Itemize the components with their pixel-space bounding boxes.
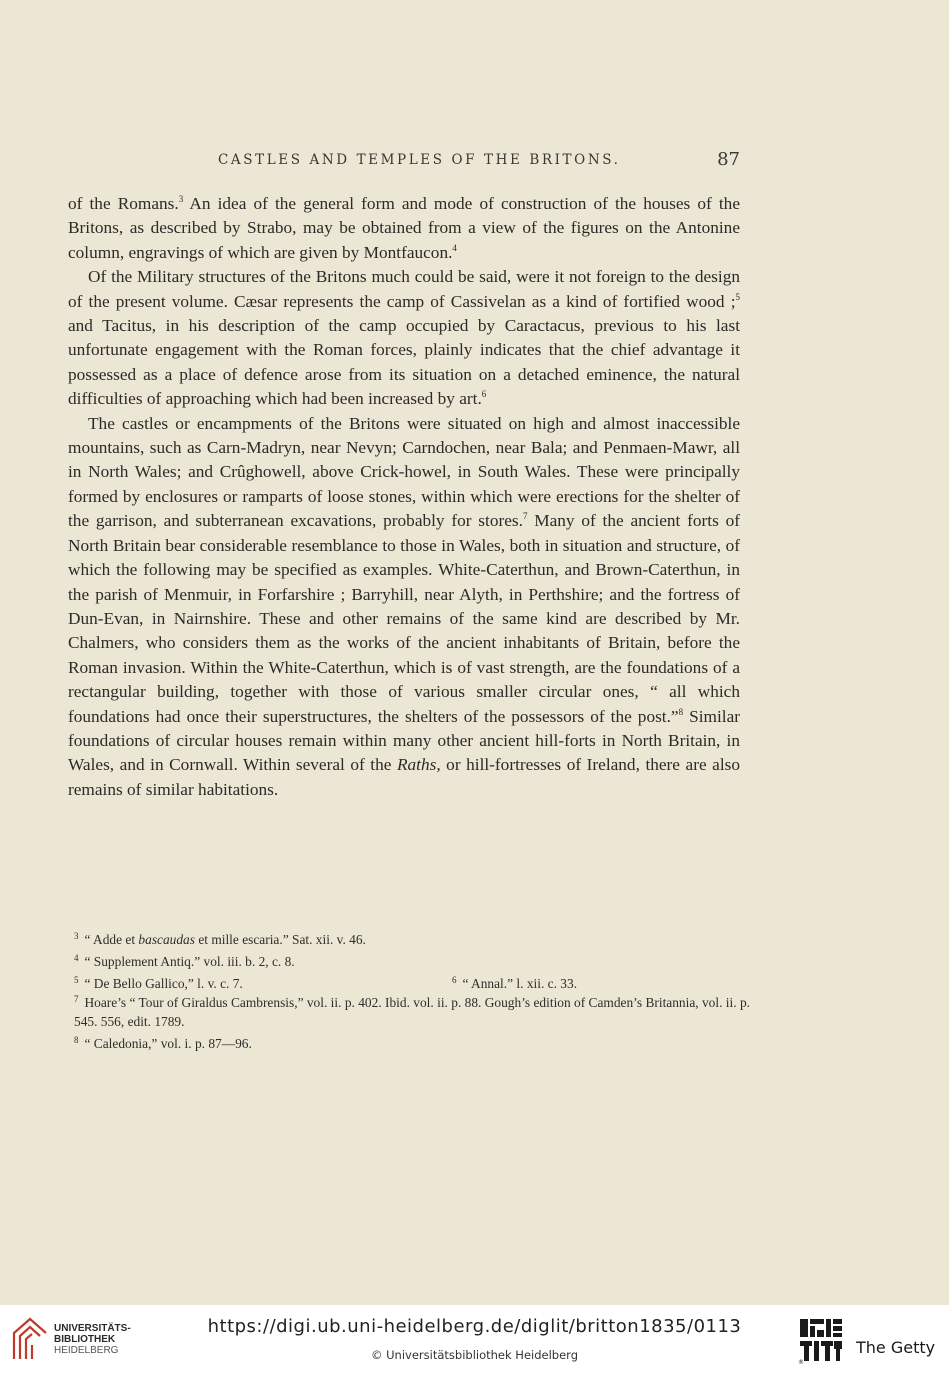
footnote-ref-7[interactable]: 7 bbox=[522, 511, 528, 522]
getty-logo-icon[interactable] bbox=[798, 1317, 844, 1369]
footnote-ref-3[interactable]: 3 bbox=[178, 194, 184, 204]
copyright-notice: © Universitätsbibliothek Heidelberg bbox=[370, 1348, 578, 1362]
university-library-name: UNIVERSITÄTS- BIBLIOTHEK HEIDELBERG bbox=[54, 1323, 131, 1356]
page-number: 87 bbox=[717, 149, 740, 170]
footnote-ref-6[interactable]: 6 bbox=[481, 389, 487, 400]
footnote-6: $^6$ “ Annal.” l. xii. c. 33. bbox=[452, 975, 578, 991]
raths-italic: Raths, bbox=[396, 755, 441, 775]
page-header bbox=[68, 149, 740, 174]
footnotes bbox=[74, 927, 750, 1053]
footnote-row-5-6 bbox=[74, 971, 750, 990]
svg-text:®: ® bbox=[798, 1359, 804, 1365]
paragraph-3: The castles or encampments of the Britons were situated on high and almost inaccessible mountains, such as Carn-Madryn, near Nevyn; Carndochen, near Bala; and Penmaen-Mawr, all in North Wales; and Crûghowell, above Crick-howel, in South Wales. These were principally formed by enclosures or ramparts of loose stones, within which were erections for the shelter of the garrison, and subterranean excavations, probably for stores.$^7$ Many of the ancient forts of North Britain bear considerable resemblance to those in Wales, both in situation and structure, of which the following may be specified as examples. White-Caterthun, and Brown-Caterthun, in the parish of Menmuir, in Forfarshire ; Barryhill, near Alyth, in Perthshire; and the fortress of Dun-Evan, in Nairnshire. These and other remains of the same kind are described by Mr. Chalmers, who considers them as the works of the ancient inhabitants of Britain, before the Roman invasion. Within the White-Caterthun, which is of vast strength, are the foundations of a rectangular building, together with those of various smaller circular ones, “ all which foundations had once their superstructures, the shelters of the possessors of the post.”$^8$ Similar foundations of circular houses remain within many other ancient hill-forts in North Britain, in Wales, and in Cornwall. Within several of the Raths, or hill-fortresses of Ireland, there are also remains of similar habitations. bbox=[68, 413, 741, 799]
body-text bbox=[68, 192, 740, 802]
footnote-3: $^3$ “ Adde et bascaudas et mille escaria.” Sat. xii. v. 46. bbox=[74, 931, 366, 947]
paragraph-1: of the Romans.$^3$ An idea of the general form and mode of construction of the houses of the Britons, as described by Strabo, may be obtained from a view of the figures on the Antonine column, engravings of which are given by Montfaucon.$^4$ bbox=[68, 194, 740, 262]
footnote-ref-8[interactable]: 8 bbox=[678, 706, 684, 717]
footnote-4: $^4$ “ Supplement Antiq.” vol. iii. b. 2, c. 8. bbox=[74, 953, 295, 969]
footnote-7: $^7$ Hoare’s “ Tour of Giraldus Cambrensis,” vol. ii. p. 402. Ibid. vol. ii. p. 88. Gough’s edition of Camden’s Britannia, vol. ii. p. 545. 556, edit. 1789. bbox=[74, 994, 750, 1029]
running-title: CASTLES AND TEMPLES OF THE BRITONS. bbox=[218, 152, 621, 168]
getty-name: The Getty bbox=[856, 1338, 936, 1357]
permalink-url[interactable]: https://digi.ub.uni-heidelberg.de/diglit/britton1835/0113 bbox=[207, 1316, 742, 1337]
footnote-ref-4[interactable]: 4 bbox=[452, 242, 457, 253]
paragraph-2: Of the Military structures of the Britons much could be said, were it not foreign to the design of the present volume. Cæsar represents the camp of Cassivelan as a kind of fortified wood ;$^5$ and Tacitus, in his description of the camp occupied by Caractacus, previous to his last unfortunate engagement with the Roman forces, plainly indicates that the chief advantage it possessed as a place of defence arose from its situation on a detached eminence, the natural difficulties of approaching which had been increased by art.$^6$ bbox=[68, 267, 740, 409]
footnote-5: $^5$ “ De Bello Gallico,” l. v. c. 7. bbox=[74, 975, 243, 991]
footnote-ref-5[interactable]: 5 bbox=[735, 291, 740, 302]
footnote-8: $^8$ “ Caledonia,” vol. i. p. 87—96. bbox=[74, 1035, 252, 1051]
viewer-footer bbox=[0, 1305, 949, 1373]
